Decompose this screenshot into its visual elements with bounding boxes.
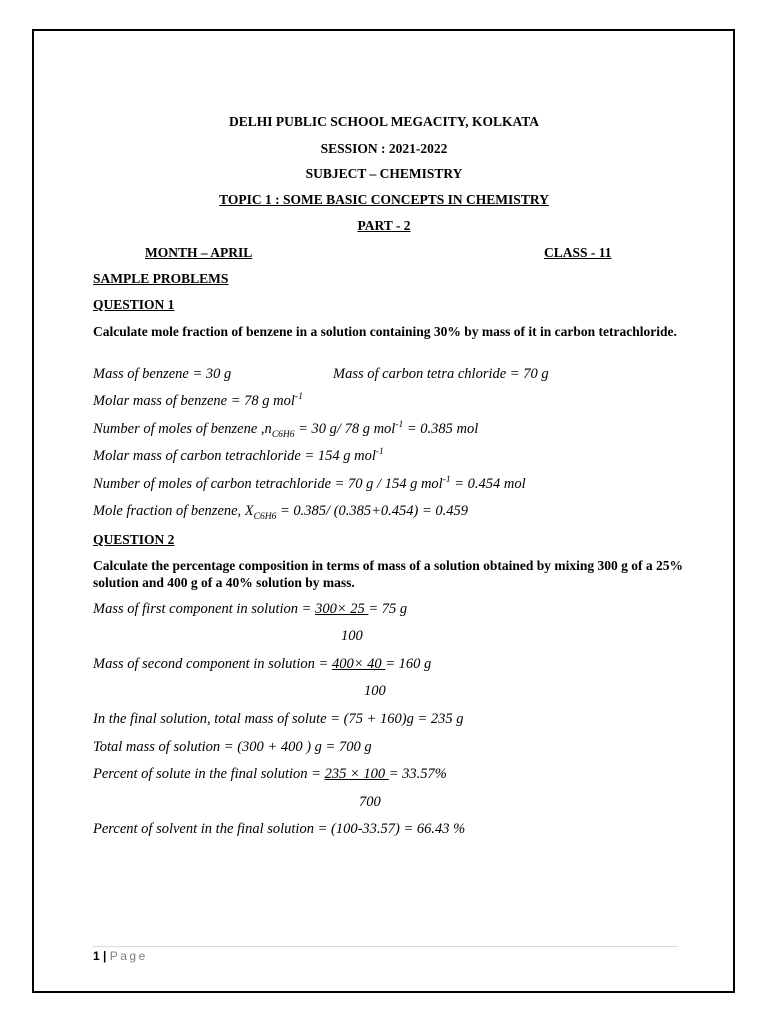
q2-total-solute: In the final solution, total mass of solute = (75 + 160)g = 235 g <box>93 711 464 727</box>
q2-heading: QUESTION 2 <box>93 532 175 547</box>
q2-second-denominator: 100 <box>364 683 386 699</box>
q1-moles-ccl4: Number of moles of carbon tetrachloride = 70 g / 154 g mol$^{-1}$ = 0.454 mol <box>93 475 526 492</box>
q2-percent-denominator: 700 <box>359 794 381 810</box>
q1-question: Calculate mole fraction of benzene in a solution containing 30% by mass of it in carbon tetrachloride. <box>93 324 677 339</box>
month: MONTH – APRIL <box>145 245 253 260</box>
q1-moles-benzene: Number of moles of benzene $,n_{C6H6} = 30$ g/ 78 g mol$^{-1}$ = 0.385 mol <box>93 420 479 440</box>
q2-second-component: Mass of second component in solution = 400× 40 = 160 g <box>93 656 432 672</box>
class-label: CLASS - 11 <box>544 245 612 260</box>
part: PART - 2 <box>357 218 411 233</box>
q1-molar-benzene: Molar mass of benzene = 78 g mol$^{-1}$ <box>93 392 303 409</box>
section-title: SAMPLE PROBLEMS <box>93 271 229 286</box>
q2-percent-solute: Percent of solute in the final solution = 235 × 100 = 33.57% <box>93 766 447 782</box>
q2-total-solution: Total mass of solution = (300 + 400 ) g = 700 g <box>93 739 372 755</box>
school-name: DELHI PUBLIC SCHOOL MEGACITY, KOLKATA <box>229 114 539 129</box>
footer-divider <box>93 946 678 947</box>
q1-mole-fraction: Mole fraction of benzene, $X_{C6H6} = 0.385/$ (0.385+0.454) = 0.459 <box>93 503 469 522</box>
page-footer <box>93 949 148 963</box>
topic: TOPIC 1 : SOME BASIC CONCEPTS IN CHEMISTRY <box>219 192 549 207</box>
q1-mass-benzene: Mass of benzene = 30 g <box>93 366 232 382</box>
q1-molar-ccl4: Molar mass of carbon tetrachloride = 154 g mol$^{-1}$ <box>93 447 384 464</box>
q2-first-component: Mass of first component in solution = 300× 25 = 75 g <box>93 601 408 617</box>
subject: SUBJECT – CHEMISTRY <box>305 166 463 181</box>
footer-separator: | <box>99 949 110 963</box>
session: SESSION : 2021-2022 <box>320 141 448 156</box>
page-number: 1 <box>93 949 100 963</box>
q2-first-denominator: 100 <box>341 628 363 644</box>
q1-mass-ccl4: Mass of carbon tetra chloride = 70 g <box>333 366 549 382</box>
q2-percent-solvent: Percent of solvent in the final solution = (100-33.57) = 66.43 % <box>93 821 466 837</box>
page-word: Page <box>109 949 148 963</box>
q1-heading: QUESTION 1 <box>93 297 175 312</box>
q2-question: Calculate the percentage composition in terms of mass of a solution obtained by mixing 300 g of a 25% solution and 400 g of a 40% solution by mass. <box>93 558 683 590</box>
